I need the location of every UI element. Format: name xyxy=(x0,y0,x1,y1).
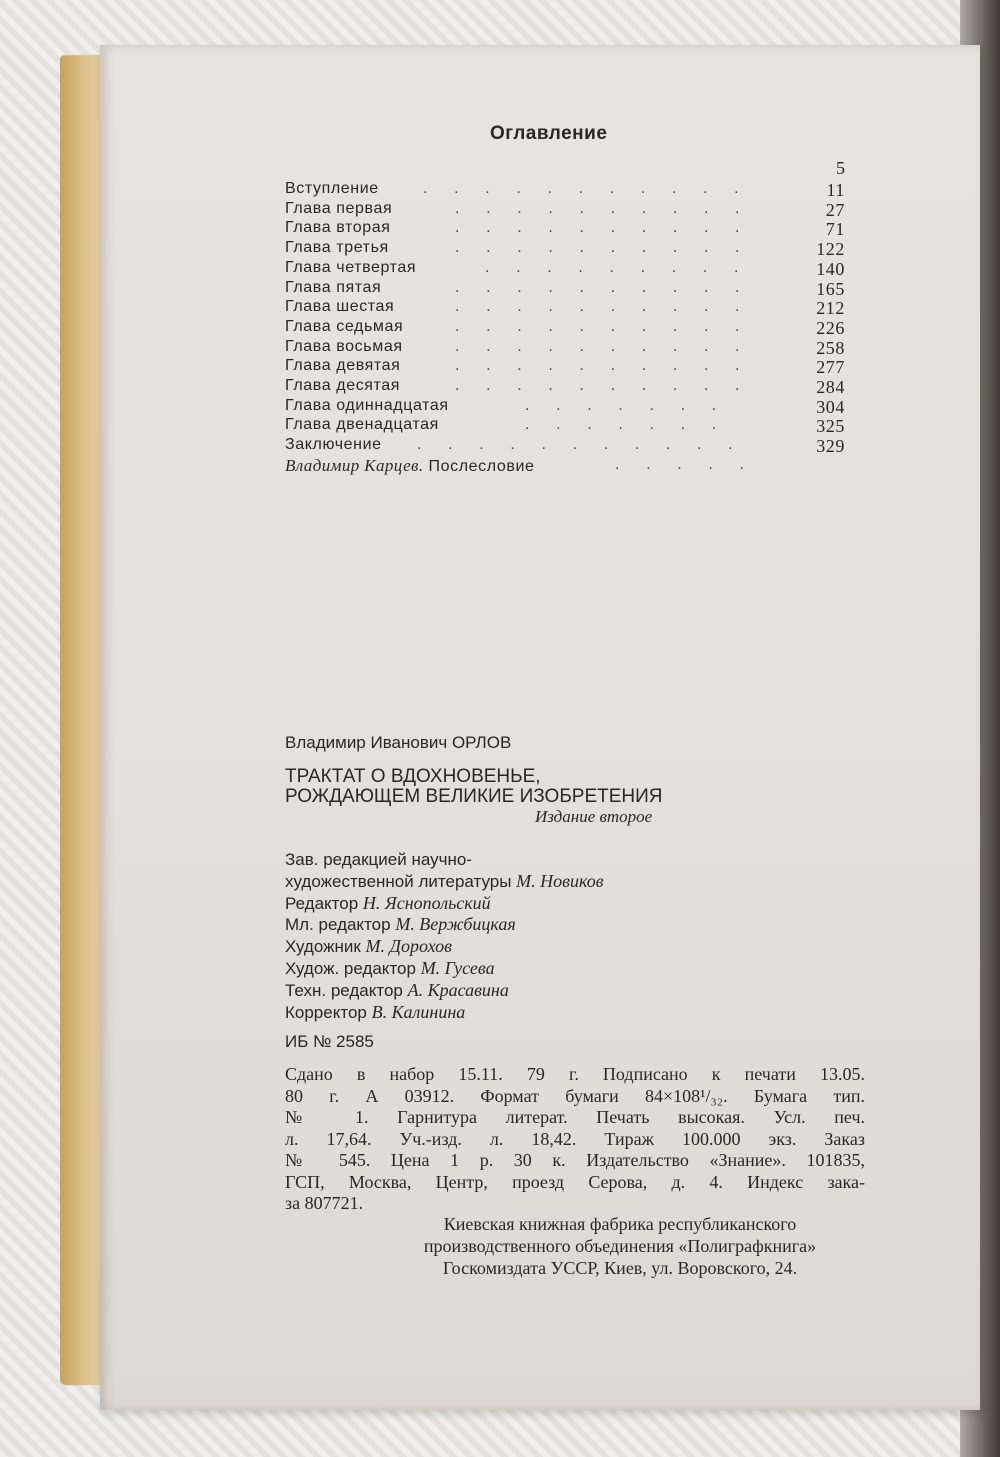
imprint-line: л. 17,64. Уч.-изд. л. 18,42. Тираж 100.000 экз. Заказ xyxy=(285,1128,865,1149)
toc-intro-page-number: 5 xyxy=(836,158,845,178)
toc-entry xyxy=(285,318,845,338)
toc-entry-page: 226 xyxy=(816,317,845,338)
credit-art-editor-label: Худож. редактор xyxy=(285,958,416,978)
toc-leader-dots: . . . . . . . . . . . xyxy=(423,180,739,197)
afterword-author: Владимир Карцев. xyxy=(285,456,424,475)
credit-editor xyxy=(285,893,604,915)
toc-entry-label: Глава седьмая xyxy=(285,317,404,335)
credit-head-line-1: Зав. редакцией научно- xyxy=(285,850,472,869)
credit-jr-editor-label: Мл. редактор xyxy=(285,915,391,935)
toc-entry xyxy=(285,239,845,259)
toc-leader-dots: . . . . . xyxy=(615,456,744,473)
toc-entry xyxy=(285,397,845,417)
toc-leader-dots: . . . . . . . . . xyxy=(485,258,739,276)
toc-entry xyxy=(285,357,845,377)
toc-entry-label: Глава пятая xyxy=(285,278,382,296)
credit-head-label: художественной литературы xyxy=(285,871,512,891)
toc-leader-dots: . . . . . . . . . . xyxy=(455,298,740,316)
printer-line: Киевская книжная фабрика республиканского xyxy=(443,1214,797,1234)
credit-proofreader-label: Корректор xyxy=(285,1002,367,1022)
toc-entry-page: 329 xyxy=(816,436,845,457)
credit-head-line-2 xyxy=(285,871,604,893)
credit-tech-editor xyxy=(285,980,604,1002)
toc-leader-dots: . . . . . . . xyxy=(525,416,717,434)
book-page xyxy=(100,45,980,1410)
credit-proofreader xyxy=(285,1002,604,1024)
toc-entry-page: 27 xyxy=(825,199,845,220)
imprint-line: Сдано в набор 15.11. 79 г. Подписано к печати 13.05. xyxy=(285,1064,865,1084)
book-author: Владимир Иванович ОРЛОВ xyxy=(285,733,512,752)
imprint-line: 80 г. А 03912. Формат бумаги 84×108¹/₃₂. Бумага тип. xyxy=(285,1085,865,1106)
printer-line: Госкомиздата УССР, Киев, ул. Воровского, 24. xyxy=(442,1258,798,1278)
credit-proofreader-name: В. Калинина xyxy=(371,1001,466,1022)
afterword-title: Послесловие xyxy=(428,458,535,475)
printer-line: производственного объединения «Полиграфкнига» xyxy=(423,1236,817,1256)
toc-leader-dots: . . . . . . . . . . xyxy=(455,337,740,355)
toc-entry-label: Глава шестая xyxy=(285,298,395,316)
credit-jr-editor xyxy=(285,914,604,936)
toc-entry-page: 258 xyxy=(816,337,845,358)
toc-afterword-entry xyxy=(285,456,845,476)
toc-entry-label: Глава одиннадцатая xyxy=(285,396,449,414)
toc-entry-page: 165 xyxy=(816,278,845,299)
imprint-line: за 807721. xyxy=(285,1193,364,1213)
toc-entry xyxy=(285,338,845,358)
credit-artist-label: Художник xyxy=(285,937,361,957)
toc-entry xyxy=(285,298,845,318)
credit-jr-editor-name: М. Вержбицкая xyxy=(395,914,516,935)
imprint-line: № 545. Цена 1 р. 30 к. Издательство «Знание». 101835, xyxy=(285,1150,865,1170)
toc-entry-label: Глава девятая xyxy=(285,357,401,375)
toc-leader-dots: . . . . . . . . . . xyxy=(455,317,740,335)
credit-artist-name: М. Дорохов xyxy=(365,936,452,957)
credit-artist xyxy=(285,936,604,958)
book-title-line-1: ТРАКТАТ О ВДОХНОВЕНЬЕ, xyxy=(285,766,541,787)
printer-info xyxy=(350,1213,890,1279)
toc-entry-label: Глава двенадцатая xyxy=(285,416,439,434)
credits-block xyxy=(285,850,604,1023)
toc-entry xyxy=(285,377,845,397)
imprint-block xyxy=(285,1064,865,1215)
toc-leader-dots: . . . . . . . xyxy=(525,396,717,414)
toc-leader-dots: . . . . . . . . . . . xyxy=(417,436,733,454)
ib-number: ИБ № 2585 xyxy=(285,1032,374,1051)
credit-tech-editor-name: А. Красавина xyxy=(407,979,509,1000)
credit-art-editor xyxy=(285,958,604,980)
credit-head-name: М. Новиков xyxy=(516,870,604,891)
toc-entry xyxy=(285,259,845,279)
toc-entry-page: 140 xyxy=(816,258,845,279)
toc-entry-page: 212 xyxy=(816,298,845,319)
book-title-line-2: РОЖДАЮЩЕМ ВЕЛИКИЕ ИЗОБРЕТЕНИЯ xyxy=(285,786,663,807)
toc-afterword-label xyxy=(285,456,535,476)
toc-entry-label: Заключение xyxy=(285,436,382,454)
toc-leader-dots: . . . . . . . . . . xyxy=(455,377,740,394)
toc-leader-dots: . . . . . . . . . . xyxy=(455,357,740,375)
toc-leader-dots: . . . . . . . . . . xyxy=(455,239,740,257)
toc-leader-dots: . . . . . . . . . . xyxy=(455,199,740,217)
toc-entry-label: Вступление xyxy=(285,180,379,197)
toc-leader-dots: . . . . . . . . . . xyxy=(455,278,740,296)
credit-editor-label: Редактор xyxy=(285,893,359,913)
toc-entry-page: 325 xyxy=(816,416,845,437)
toc-entry-label: Глава четвертая xyxy=(285,258,417,276)
toc-entry-label: Глава первая xyxy=(285,199,393,217)
toc-leader-dots: . . . . . . . . . . xyxy=(455,219,740,237)
toc-entry xyxy=(285,200,845,220)
toc-entry-page: 11 xyxy=(826,180,845,200)
toc-entry-page: 277 xyxy=(816,357,845,378)
toc-title: Оглавление xyxy=(490,123,608,144)
book-title xyxy=(285,767,663,807)
toc-entry-label: Глава вторая xyxy=(285,219,391,237)
imprint-line: № 1. Гарнитура литерат. Печать высокая. Усл. печ. xyxy=(285,1107,865,1127)
toc-entry xyxy=(285,436,845,456)
book-edition: Издание второе xyxy=(535,807,653,826)
toc-entry xyxy=(285,416,845,436)
credit-art-editor-name: М. Гусева xyxy=(420,957,495,978)
toc-entry-label: Глава третья xyxy=(285,239,389,257)
credit-tech-editor-label: Техн. редактор xyxy=(285,980,403,1000)
imprint-line: ГСП, Москва, Центр, проезд Серова, д. 4. Индекс зака- xyxy=(285,1171,865,1192)
toc-entry-label: Глава десятая xyxy=(285,377,401,394)
toc-entry-page: 304 xyxy=(816,396,845,417)
toc-entry-label: Глава восьмая xyxy=(285,337,403,355)
toc-entry-page: 71 xyxy=(825,219,845,240)
toc-entry xyxy=(285,180,845,200)
credit-editor-name: Н. Яснопольский xyxy=(362,892,491,913)
toc-entry xyxy=(285,219,845,239)
toc-entry-page: 284 xyxy=(816,377,845,397)
toc-entry-page: 122 xyxy=(816,239,845,260)
toc-entry xyxy=(285,279,845,299)
